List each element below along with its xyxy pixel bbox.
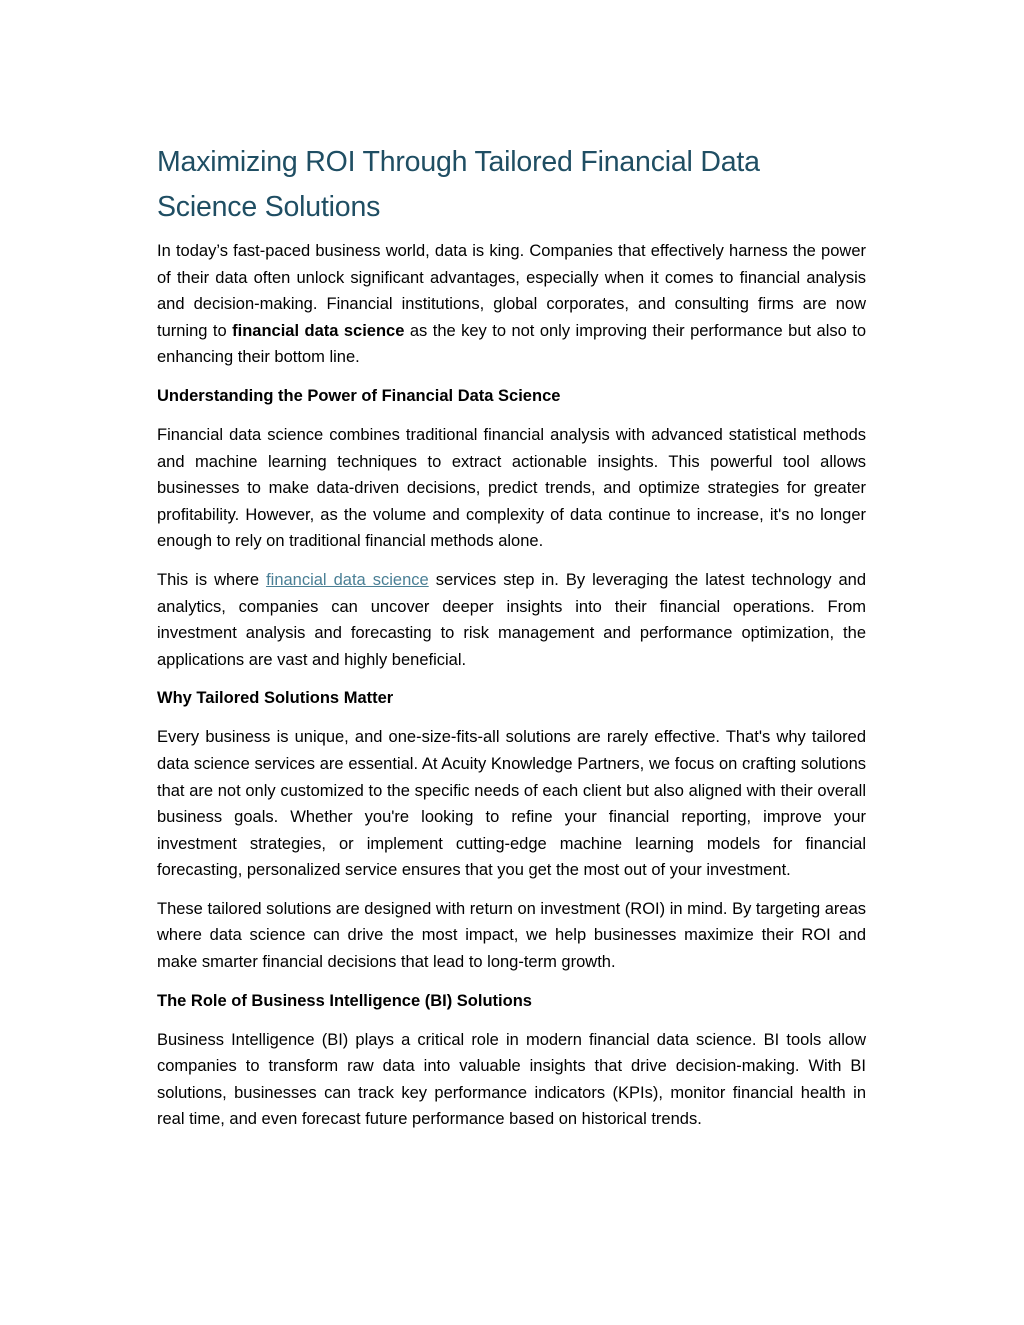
intro-text-end: as the key to not only improving their performance but also to enhancing their bottom line. — [157, 321, 866, 367]
intro-paragraph — [157, 238, 866, 371]
section-heading-tailored: Why Tailored Solutions Matter — [157, 689, 394, 708]
paragraph-text-start: This is where — [157, 570, 267, 589]
intro-text-start: In today’s fast-paced business world, data is king. Companies that effectively harness the power of their data often unlock significant advantages, especially when it comes to financial analysis and decision-making. Financial institutions, global corporates, and consulting firms are now turning to — [157, 242, 866, 340]
paragraph-text-end: services step in. By leveraging the latest technology and analytics, companies can uncover deeper insights into their financial operations. From investment analysis and forecasting to risk management and performance optimization, the applications are vast and highly beneficial. — [157, 570, 867, 669]
section-heading-bi: The Role of Business Intelligence (BI) Solutions — [157, 991, 532, 1010]
section-tailored-paragraph-2: These tailored solutions are designed with return on investment (ROI) in mind. By targeting areas where data science can drive the most impact, we help businesses maximize their ROI and make smarter financial decisions that lead to long-term growth. — [157, 899, 866, 972]
section-heading-power: Understanding the Power of Financial Data Science — [157, 386, 561, 405]
section-power-paragraph-1: Financial data science combines traditional financial analysis with advanced statistical methods and machine learning techniques to extract actionable insights. This powerful tool allows businesses to make data-driven decisions, predict trends, and optimize strategies for greater profitability. However, as the volume and complexity of data continue to increase, it's no longer enough to rely on traditional financial methods alone. — [157, 425, 866, 551]
financial-data-science-link[interactable]: financial data science — [266, 570, 429, 589]
intro-bold-term: financial data science — [232, 321, 405, 340]
section-tailored-paragraph-1: Every business is unique, and one-size-fits-all solutions are rarely effective. That's why tailored data science services are essential. At Acuity Knowledge Partners, we focus on crafting solutions that are not only customized to the specific needs of each client but also aligned with their overall business goals. Whether you're looking to refine your financial reporting, improve your investment strategies, or implement cutting-edge machine learning models for financial forecasting, personalized service ensures that you get the most out of your investment. — [157, 728, 866, 880]
document-page — [157, 140, 866, 1145]
section-bi-paragraph-1: Business Intelligence (BI) plays a critical role in modern financial data science. BI tools allow companies to transform raw data into valuable insights that drive decision-making. With BI solutions, businesses can track key performance indicators (KPIs), monitor financial health in real time, and even forecast future performance based on historical trends. — [157, 1030, 866, 1129]
page-title: Maximizing ROI Through Tailored Financial Data Science Solutions — [157, 146, 760, 223]
section-power-paragraph-2 — [157, 567, 866, 673]
